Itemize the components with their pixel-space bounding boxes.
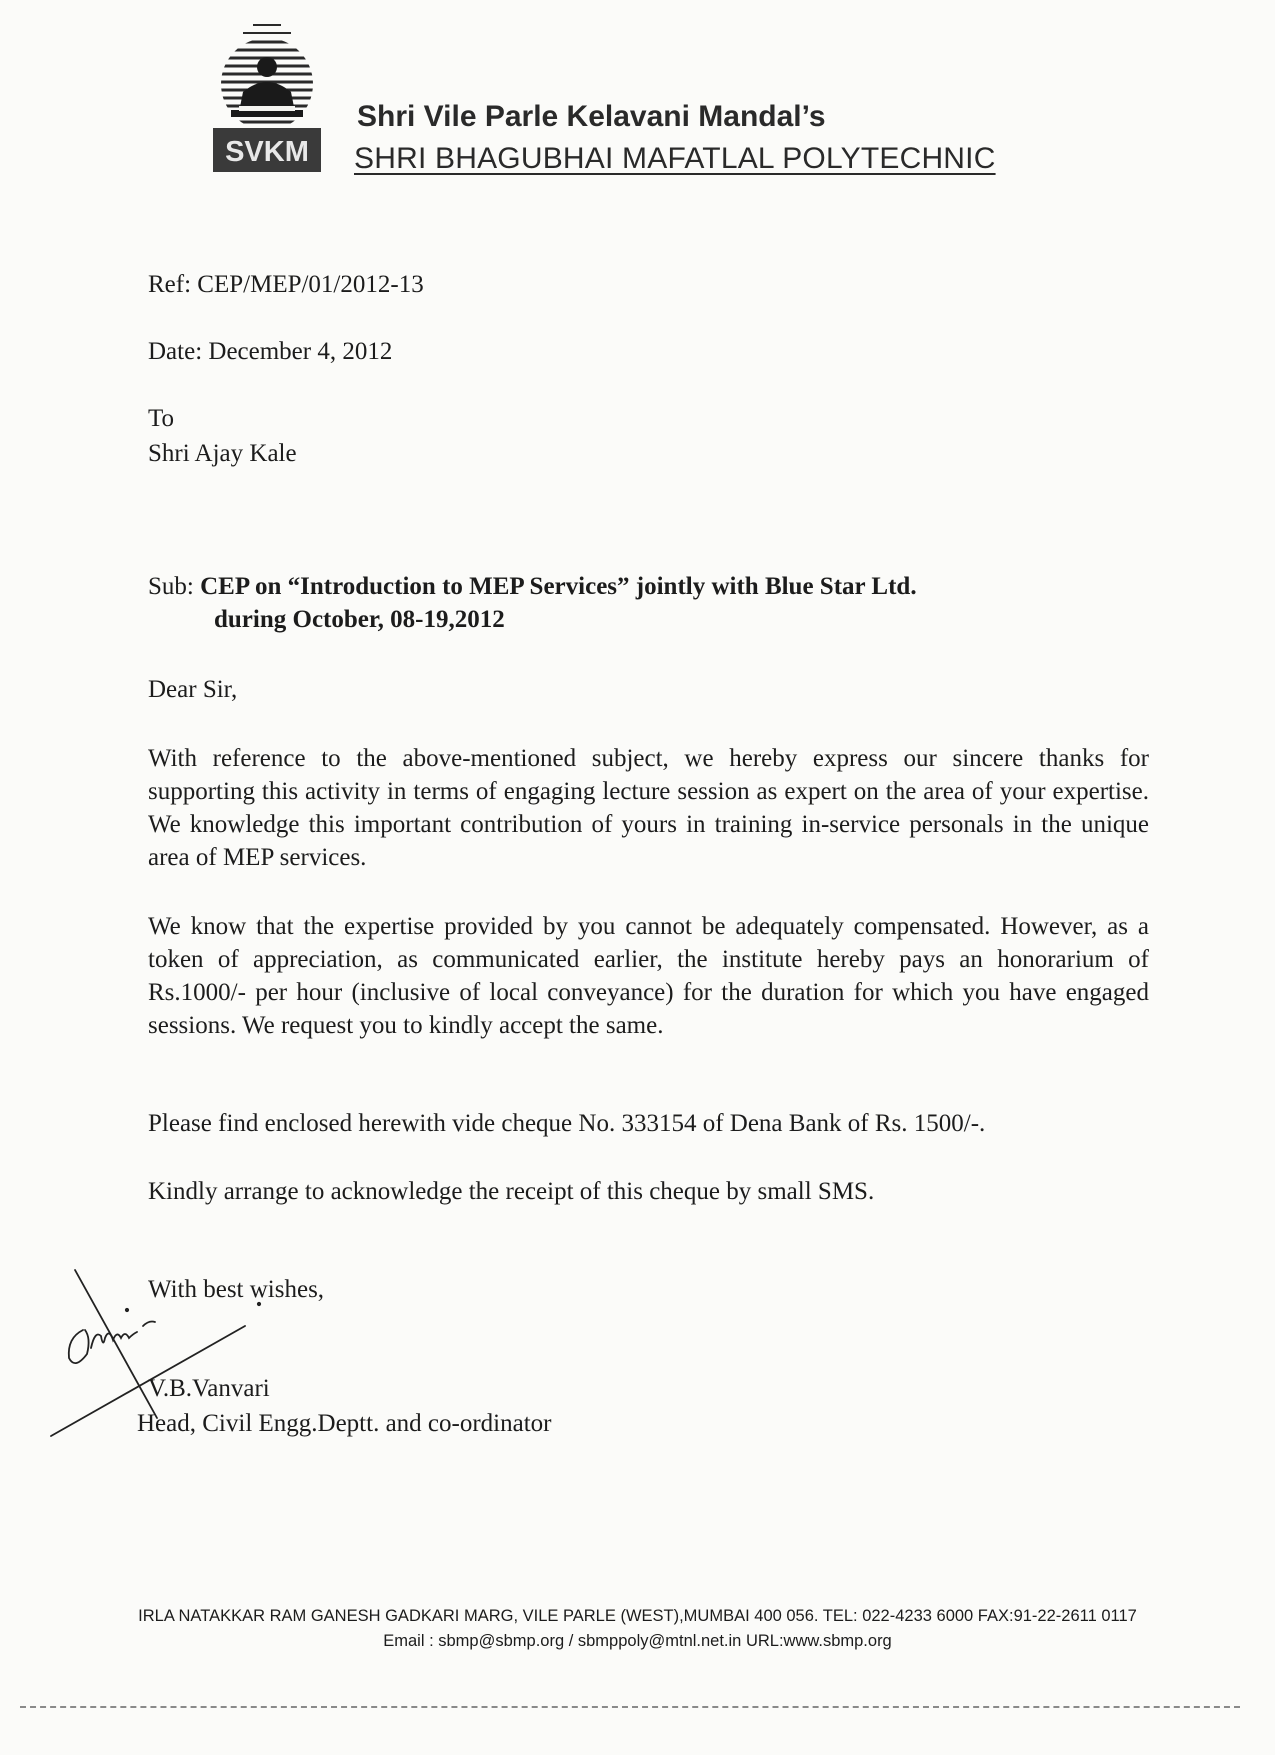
salutation: Dear Sir,	[148, 676, 238, 703]
org-name-line2: SHRI BHAGUBHAI MAFATLAL POLYTECHNIC	[354, 142, 996, 175]
org-name-line1: Shri Vile Parle Kelavani Mandal’s	[357, 100, 826, 133]
closing: With best wishes,	[148, 1276, 325, 1303]
body-paragraph: Kindly arrange to acknowledge the receipt of this cheque by small SMS.	[148, 1178, 875, 1205]
footer-address: IRLA NATAKKAR RAM GANESH GADKARI MARG, VILE PARLE (WEST),MUMBAI 400 056. TEL: 022-4233 6000 FAX:91-22-2611 0117	[138, 1607, 1137, 1625]
subject-line1: CEP on “Introduction to MEP Services” jointly with Blue Star Ltd.	[200, 573, 917, 600]
signer-title: Head, Civil Engg.Deptt. and co-ordinator	[137, 1410, 552, 1437]
logo-text: SVKM	[225, 136, 309, 168]
body-paragraph: Please find enclosed herewith vide cheque No. 333154 of Dena Bank of Rs. 1500/-.	[148, 1110, 986, 1137]
subject-prefix: Sub:	[148, 573, 201, 600]
body-paragraph: We know that the expertise provided by you cannot be adequately compensated. However, as a token of appreciation, as communicated earlier, the institute hereby pays an honorarium of Rs.1000/- per hour (inclusive of local conveyance) for the duration for which you have engaged sessions. We request you to kindly accept the same.	[148, 913, 1149, 1039]
subject-line2: during October, 08-19,2012	[214, 606, 505, 633]
to-label: To	[148, 405, 175, 432]
subject-block	[148, 570, 917, 636]
body-paragraph: With reference to the above-mentioned subject, we hereby express our sincere thanks for supporting this activity in terms of engaging lecture session as expert on the area of your expertise. We knowledge this important contribution of yours in training in-service personals in the unique area of MEP services.	[148, 745, 1149, 871]
footer-contact: Email : sbmp@sbmp.org / sbmppoly@mtnl.net.in URL:www.sbmp.org	[383, 1632, 892, 1650]
svkm-logo	[213, 22, 321, 172]
letter-date: Date: December 4, 2012	[148, 338, 393, 365]
recipient-name: Shri Ajay Kale	[148, 440, 297, 467]
reference-number: Ref: CEP/MEP/01/2012-13	[148, 271, 424, 298]
signer-name: V.B.Vanvari	[148, 1375, 270, 1402]
footer-divider	[20, 1706, 1240, 1708]
